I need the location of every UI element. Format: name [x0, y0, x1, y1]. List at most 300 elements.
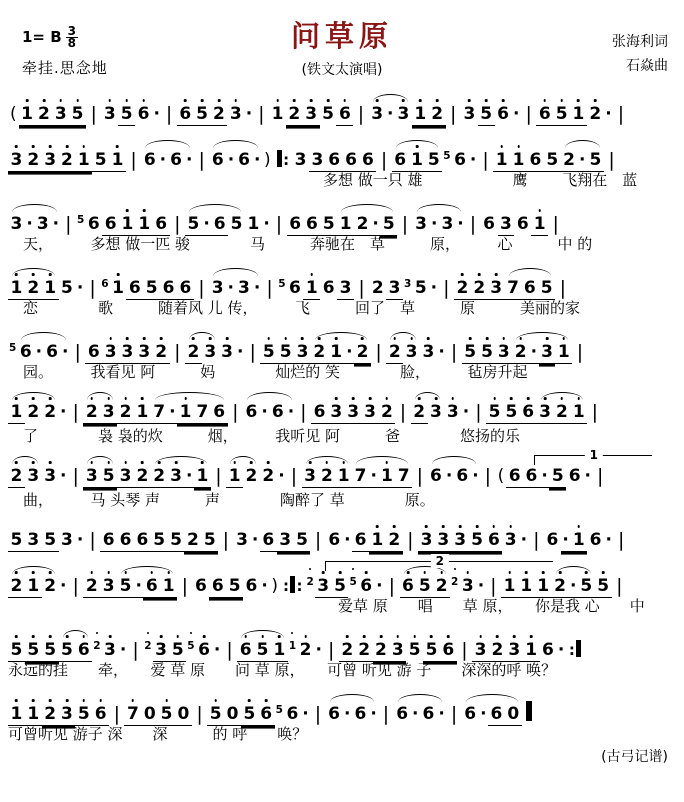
note: 6 — [430, 466, 442, 486]
augmentation-dot: · — [530, 342, 538, 362]
note: 3 — [303, 103, 320, 126]
note: 6 — [358, 575, 375, 597]
slur-arc — [392, 149, 443, 172]
slur-arc — [117, 575, 177, 598]
music-system — [8, 516, 676, 553]
note: 6 — [495, 103, 512, 125]
note: 5 — [380, 213, 397, 236]
note: 5 — [185, 213, 202, 236]
note: 2 — [25, 401, 42, 423]
note: 1 — [42, 277, 59, 300]
augmentation-dot: · — [376, 576, 383, 596]
note: 6 — [422, 704, 435, 724]
note: 2 — [8, 465, 25, 488]
note: 6 — [354, 704, 367, 724]
note: 3 — [502, 529, 519, 551]
note: 5 — [469, 529, 486, 552]
slur-arc — [243, 401, 296, 423]
note: 5 — [320, 213, 337, 236]
note: 3 — [302, 465, 319, 488]
barline: | — [275, 213, 283, 235]
barline: | — [198, 149, 205, 171]
note: 6 — [100, 529, 117, 552]
note: 5 — [168, 529, 185, 552]
lyrics-line: 曲， 马 头琴 声 声 陶醉了 草 原。 — [8, 491, 435, 509]
slur-arc — [8, 465, 42, 488]
note: 2 — [454, 277, 471, 300]
note: 5 — [151, 529, 168, 552]
note: 2 — [117, 401, 134, 424]
augmentation-dot: · — [153, 104, 160, 124]
note: 5 — [61, 278, 73, 298]
barline: | — [591, 401, 599, 423]
note: 6 — [143, 575, 160, 598]
note: 6 — [287, 213, 304, 236]
time-signature — [66, 26, 78, 49]
note: 6 — [396, 704, 409, 724]
note: 3 — [42, 465, 59, 487]
note: 1 — [501, 575, 518, 598]
note: 1 — [134, 401, 151, 424]
note: 2 — [587, 103, 604, 125]
music-system — [8, 132, 676, 191]
note: 7 — [194, 401, 211, 424]
note: 3 — [415, 214, 427, 234]
music-system — [8, 324, 676, 383]
lyrics-line: 了 袅 袅的炊 烟， 我听见 阿 爸 悠扬的乐 — [8, 427, 521, 445]
volta-bracket — [534, 448, 652, 465]
barline: | — [132, 639, 139, 661]
note: 6 — [523, 465, 540, 488]
lyrics-line: 园。 我看见 阿 妈 灿烂的 笑 脸， 毡房升起 — [8, 363, 528, 381]
barline: | — [450, 341, 458, 363]
note: 6 — [117, 529, 134, 552]
note: 1 — [328, 341, 345, 364]
note: 2 — [411, 401, 428, 424]
note: 5 — [462, 341, 479, 364]
note: 3 — [498, 213, 515, 236]
note: 2 — [42, 401, 59, 423]
slur-arc — [561, 149, 604, 172]
note: 2 — [42, 703, 59, 726]
note: 6 — [209, 575, 226, 598]
notation-line — [8, 516, 676, 553]
note: 3 — [420, 341, 437, 363]
note: 3 — [309, 149, 326, 172]
slur-arc — [537, 401, 588, 424]
barline: | — [443, 277, 450, 299]
augmentation-dot: · — [52, 214, 60, 234]
note: 5 — [42, 639, 59, 662]
note: 1 — [177, 401, 194, 424]
note: 1 — [226, 465, 243, 488]
augmentation-dot: · — [472, 466, 479, 486]
slur-arc — [8, 575, 59, 598]
augmentation-dot: · — [430, 214, 438, 234]
note: 3 — [168, 465, 185, 488]
note: 6 — [196, 639, 213, 661]
note: 6 — [160, 277, 177, 300]
augmentation-dot: · — [605, 104, 612, 124]
note: 5 — [8, 639, 25, 662]
augmentation-dot: · — [60, 576, 67, 596]
note: 6 — [520, 401, 537, 424]
note: 2 — [185, 341, 202, 364]
note: 1 — [570, 103, 587, 126]
barline: | — [416, 465, 424, 487]
note: 2 — [184, 529, 201, 552]
note: 6 — [328, 704, 340, 724]
slur-arc — [400, 575, 451, 598]
note: 5 — [294, 529, 311, 552]
note: 3 — [117, 465, 134, 488]
performer-credit: (铁文太演唱) — [301, 62, 383, 78]
note: 6 — [46, 342, 58, 362]
note: 5 — [332, 575, 349, 598]
barline: | — [232, 401, 239, 423]
note: 1 — [271, 639, 288, 662]
lyrics-line: 爱草 原 唱 草 原， 你是我 心 中 — [8, 597, 645, 615]
augmentation-dot: · — [480, 704, 487, 724]
title-block — [8, 4, 676, 79]
barline: | — [559, 277, 566, 299]
note: 5 — [277, 341, 294, 364]
slur-arc — [151, 401, 228, 424]
music-system — [8, 554, 676, 617]
lyrics-line: 恋 歌 随着风 儿 传， 飞 回了 草 原 美丽的家 — [8, 299, 581, 317]
augmentation-dot: · — [278, 466, 285, 486]
note: 6 — [516, 214, 529, 234]
note: 3 — [315, 575, 332, 598]
barline: | — [72, 465, 79, 487]
note: 6 — [126, 277, 143, 300]
augmentation-dot: · — [169, 402, 176, 422]
augmentation-dot: · — [562, 530, 569, 550]
augmentation-dot: · — [370, 704, 377, 724]
note: 6 — [440, 639, 457, 662]
note: 3 — [100, 401, 117, 424]
note: 5 — [479, 341, 496, 364]
time-signature-numerator: 3 — [67, 24, 77, 38]
note: 5 — [226, 575, 243, 598]
notation-line — [8, 196, 676, 233]
note: 1 — [510, 149, 527, 172]
augmentation-dot: · — [254, 150, 261, 170]
note: 3 — [61, 530, 73, 550]
barline: | — [357, 103, 365, 125]
volta-label: 2 — [431, 554, 449, 568]
note: 6 — [238, 150, 250, 170]
note: 6 — [527, 149, 544, 172]
augmentation-dot: · — [344, 530, 351, 550]
note: 1 — [109, 149, 126, 172]
augmentation-dot: · — [541, 466, 548, 486]
note: 2 — [42, 575, 59, 597]
barline: | — [533, 529, 540, 551]
note: 6 — [542, 640, 554, 660]
augmentation-dot: · — [430, 278, 438, 298]
barline: | — [215, 465, 222, 487]
barline: | — [399, 401, 407, 423]
slur-arc — [151, 465, 211, 488]
note: 1 — [247, 214, 260, 234]
note: 2 — [25, 149, 42, 172]
lyrics-line: 永远的挂 牵， 爱 草 原 问 草 原， 可曾 听见 游 子 深深的呼 唤？ — [8, 661, 557, 679]
note: 2 — [433, 575, 450, 598]
note: 2 — [354, 213, 371, 236]
note: 3 — [328, 401, 345, 424]
barline: | — [382, 703, 390, 725]
note: 6 — [311, 401, 328, 424]
note: 3 — [102, 639, 119, 661]
note: 6 — [211, 150, 224, 170]
barline: | — [597, 465, 604, 487]
note: 1 — [531, 213, 548, 236]
note: 3 — [537, 401, 554, 424]
note: 1 — [409, 149, 426, 172]
note: 5 — [8, 529, 25, 552]
barline: | — [616, 575, 623, 597]
note: 3 — [441, 214, 454, 234]
note: 3 — [211, 278, 224, 298]
volta-label: 1 — [585, 448, 603, 462]
barline: | — [380, 149, 388, 171]
note: 6 — [343, 149, 360, 172]
note: 3 — [277, 529, 294, 552]
notation-line — [8, 132, 676, 169]
note: 6 — [328, 530, 341, 550]
note: 2 — [83, 401, 100, 424]
augmentation-dot: · — [457, 214, 464, 234]
note: 6 — [102, 213, 119, 236]
note: 3 — [202, 341, 219, 363]
barline: | — [113, 703, 120, 725]
note: 6 — [237, 639, 254, 662]
barline: | — [226, 639, 233, 661]
grace-note: 5 — [186, 635, 195, 657]
note: 2 — [318, 465, 335, 488]
augmentation-dot: · — [584, 466, 592, 486]
music-system — [8, 196, 676, 255]
note: 1 — [25, 575, 42, 598]
note: 2 — [8, 575, 25, 598]
barline: | — [327, 639, 335, 661]
slur-arc — [326, 703, 379, 725]
note: 2 — [286, 103, 303, 126]
lyrics-line: 多想 做一只 雄 鹰 飞翔在 蓝 — [8, 171, 638, 189]
rest: 0 — [224, 703, 241, 726]
augmentation-dot: · — [76, 530, 84, 550]
lyricist-credit: 张海利词 — [612, 34, 668, 50]
note: 7 — [124, 703, 141, 726]
note: 1 — [337, 213, 354, 236]
slur-arc — [209, 277, 262, 299]
barline: | — [74, 341, 81, 363]
barline: | — [174, 213, 181, 235]
note: 5 — [230, 214, 243, 234]
parenthesis: ( — [497, 466, 505, 486]
augmentation-dot: · — [302, 704, 309, 724]
note: 3 — [42, 149, 59, 172]
key-signature: 1= B — [22, 28, 62, 46]
barline: | — [65, 213, 72, 235]
slur-arc — [386, 341, 420, 364]
note: 5 — [544, 149, 561, 172]
grace-note: 5 — [275, 704, 283, 716]
augmentation-dot: · — [387, 104, 394, 124]
augmentation-dot: · — [135, 576, 142, 596]
note: 1 — [8, 703, 25, 726]
note: 6 — [352, 529, 369, 552]
note: 2 — [471, 277, 488, 300]
note: 3 — [459, 575, 476, 597]
music-system — [8, 388, 676, 447]
note: 3 — [119, 341, 136, 364]
note: 3 — [59, 703, 76, 726]
note: 2 — [134, 465, 151, 488]
music-system — [8, 90, 676, 127]
barline: | — [450, 703, 458, 725]
grace-note: 3 — [404, 278, 412, 290]
augmentation-dot: · — [251, 530, 259, 550]
barline: | — [461, 639, 468, 661]
credits-block — [612, 30, 668, 78]
barline: | — [196, 703, 203, 725]
note: 5 — [260, 341, 277, 364]
augmentation-dot: · — [185, 466, 193, 486]
score — [8, 90, 676, 745]
barline: | — [89, 277, 96, 299]
time-signature-denominator: 8 — [67, 36, 77, 50]
notation-line — [8, 260, 676, 297]
slur-arc — [552, 575, 595, 598]
repeat-begin-sign: : — [273, 149, 293, 171]
note: 3 — [472, 639, 489, 662]
note: 3 — [461, 103, 478, 125]
slur-arc — [302, 465, 353, 488]
lyrics-line: 可曾听见 游子 深 深 的 呼 唤？ — [8, 725, 308, 743]
repeat-end-begin-sign: : : — [282, 577, 303, 595]
note: 6 — [134, 529, 151, 552]
song-title: 问草原 — [290, 19, 393, 53]
note: 5 — [92, 149, 109, 172]
grace-note: 5 — [278, 278, 286, 290]
note: 5 — [406, 639, 423, 661]
note: 6 — [400, 575, 417, 598]
grace-note: 5 — [443, 150, 451, 162]
note: 5 — [59, 639, 76, 662]
note: 2 — [153, 341, 170, 364]
note: 1 — [555, 341, 572, 364]
grace-note: 6 — [101, 278, 109, 290]
note: 5 — [118, 103, 135, 126]
note: 2 — [211, 103, 228, 126]
note: 3 — [506, 639, 523, 662]
slur-arc — [17, 341, 70, 363]
augmentation-dot: · — [261, 402, 268, 422]
barline: | — [258, 103, 265, 125]
note: 5 — [169, 639, 186, 662]
note: 6 — [322, 278, 335, 298]
note: 2 — [356, 639, 373, 662]
augmentation-dot: · — [412, 704, 419, 724]
note: 1 — [110, 277, 127, 299]
note: 7 — [352, 465, 369, 488]
note: 3 — [495, 341, 512, 364]
augmentation-dot: · — [605, 530, 612, 550]
barline: | — [90, 103, 97, 125]
notation-line — [8, 90, 676, 127]
note: 6 — [211, 401, 228, 424]
note: 6 — [536, 103, 553, 126]
slur-arc — [237, 639, 288, 662]
barline: | — [72, 401, 79, 423]
augmentation-dot: · — [26, 214, 33, 234]
note: 1 — [269, 103, 286, 125]
music-system — [8, 448, 676, 511]
note: 1 — [119, 213, 136, 236]
note: 2 — [151, 465, 168, 488]
note: 3 — [238, 278, 250, 298]
note: 6 — [286, 704, 299, 724]
composer-credit: 石焱曲 — [626, 58, 668, 74]
grace-note: 2 — [305, 571, 314, 593]
score-header — [8, 4, 676, 88]
note: 1 — [75, 149, 92, 172]
transcriber-note: (古弓记谱) — [601, 749, 668, 765]
note: 6 — [336, 103, 353, 126]
augmentation-dot: · — [237, 342, 244, 362]
note: 6 — [258, 703, 275, 726]
barline: | — [484, 465, 492, 487]
augmentation-dot: · — [227, 278, 234, 298]
note: 2 — [260, 465, 277, 487]
note: 3 — [337, 277, 354, 300]
grace-note: 5 — [348, 571, 357, 593]
note: 6 — [245, 402, 258, 422]
note: 6 — [153, 213, 170, 236]
note: 3 — [428, 401, 445, 423]
note: 6 — [177, 277, 194, 300]
augmentation-dot: · — [569, 576, 577, 596]
note: 5 — [486, 401, 503, 424]
note: 7 — [151, 401, 168, 424]
slur-arc — [8, 277, 59, 300]
augmentation-dot: · — [438, 342, 445, 362]
augmentation-dot: · — [520, 530, 528, 550]
slur-arc — [209, 149, 262, 171]
note: 6 — [85, 341, 102, 364]
augmentation-dot: · — [253, 278, 261, 298]
slur-arc — [185, 213, 245, 236]
note: 6 — [589, 530, 602, 550]
barline: | — [482, 149, 489, 171]
note: 1 — [160, 575, 177, 598]
note: 5 — [503, 401, 520, 424]
grace-note: 5 — [9, 342, 17, 354]
note: 3 — [153, 639, 170, 662]
barline: | — [72, 575, 79, 597]
note: 6 — [177, 103, 194, 126]
note: 5 — [25, 639, 42, 662]
note: 2 — [297, 639, 314, 661]
slur-arc — [369, 103, 412, 125]
barline: | — [165, 103, 173, 125]
barline: | — [475, 401, 482, 423]
note: 1 — [8, 277, 25, 300]
tempo-marking: 牵挂.思念地 — [22, 59, 108, 77]
note: 3 — [452, 529, 469, 552]
